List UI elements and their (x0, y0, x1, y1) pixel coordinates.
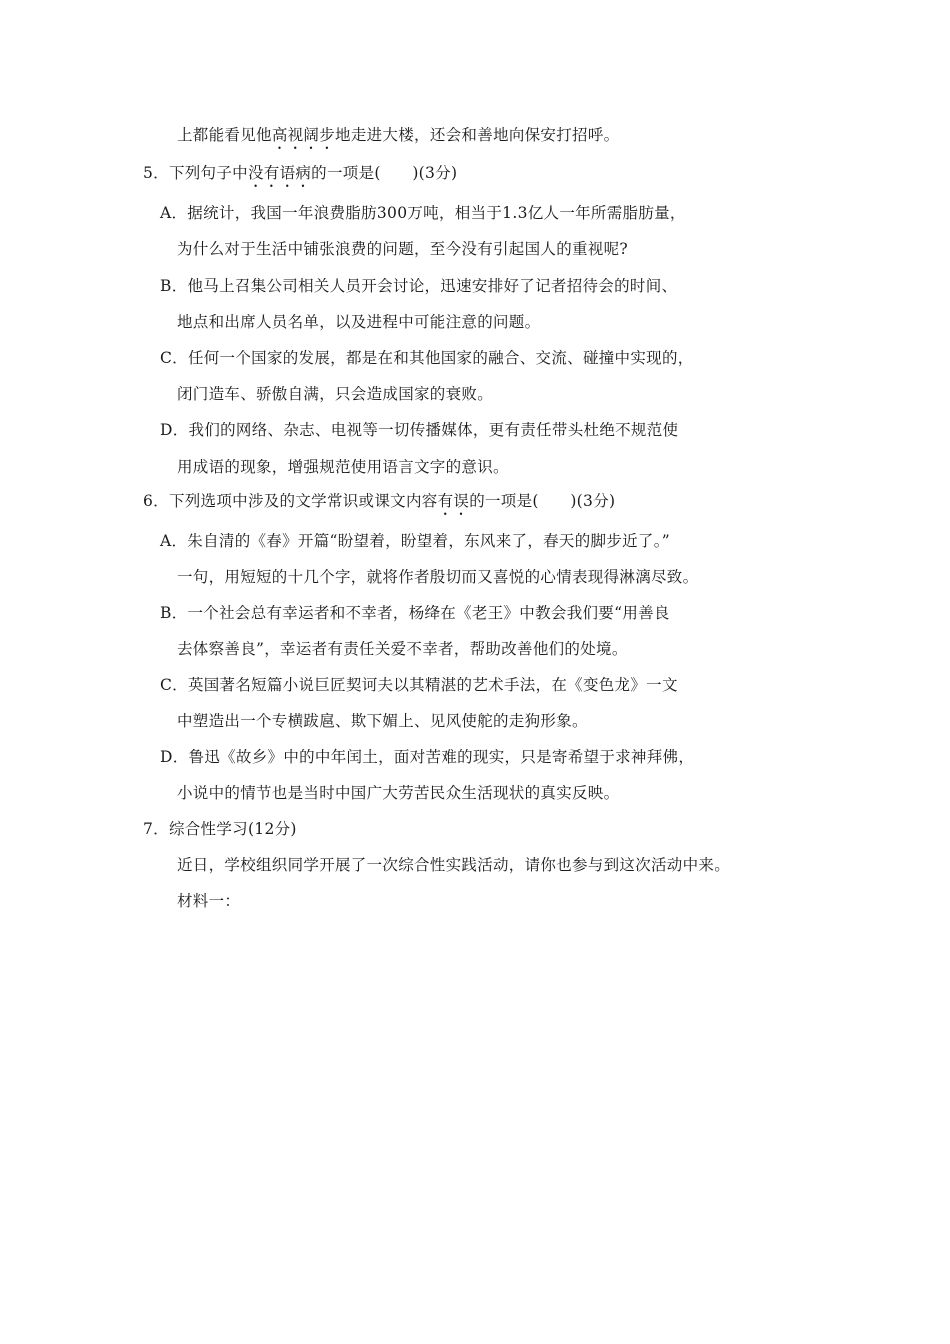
emphasized-phrase: 高视阔步 (271, 126, 336, 144)
continued-line (177, 124, 619, 153)
q5-option-d-line2: 用成语的现象，增强规范使用语言文字的意识。 (177, 458, 509, 476)
q6-option-d-line1: D．鲁迅《故乡》中的中年闰土，面对苦难的现实，只是寄希望于求神拜佛， (160, 748, 695, 766)
q6-option-b-line1: B．一个社会总有幸运者和不幸者，杨绛在《老王》中教会我们要“用善良 (160, 604, 670, 622)
material-one-label: 材料一： (177, 892, 241, 910)
continued-text-end: 地走进大楼，还会和善地向保安打招呼。 (335, 126, 620, 144)
q5-emphasis: 没有语病 (247, 164, 312, 182)
q5-stem-end: 的一项是( )(3分) (311, 164, 458, 182)
q5-option-b-line1: B．他马上召集公司相关人员开会讨论，迅速安排好了记者招待会的时间、 (160, 277, 678, 295)
question-5-stem (143, 162, 457, 191)
q6-option-a-line2: 一句，用短短的十几个字，就将作者殷切而又喜悦的心情表现得淋漓尽致。 (177, 568, 699, 586)
q6-stem-end: 的一项是( )(3分) (469, 492, 616, 510)
q6-option-c-line1: C．英国著名短篇小说巨匠契诃夫以其精湛的艺术手法，在《变色龙》一文 (160, 676, 678, 694)
q5-option-c-line1: C．任何一个国家的发展，都是在和其他国家的融合、交流、碰撞中实现的， (160, 349, 694, 367)
q5-option-a-line2: 为什么对于生活中铺张浪费的问题，至今没有引起国人的重视呢? (177, 240, 629, 258)
q6-emphasis: 有误 (437, 492, 470, 510)
q6-stem-start: 6．下列选项中涉及的文学常识或课文内容 (143, 492, 438, 510)
q6-option-c-line2: 中塑造出一个专横跋扈、欺下媚上、见风使舵的走狗形象。 (177, 712, 588, 730)
q5-option-d-line1: D．我们的网络、杂志、电视等一切传播媒体，更有责任带头杜绝不规范使 (160, 421, 679, 439)
q5-option-a-line1: A．据统计，我国一年浪费脂肪300万吨，相当于1.3亿人一年所需脂肪量， (160, 204, 686, 222)
q6-option-d-line2: 小说中的情节也是当时中国广大劳苦民众生活现状的真实反映。 (177, 784, 620, 802)
q6-option-a-line1: A．朱自清的《春》开篇“盼望着，盼望着，东风来了，春天的脚步近了。” (160, 532, 670, 550)
question-6-stem (143, 490, 615, 519)
continued-text: 上都能看见他 (177, 126, 272, 144)
question-7-intro: 近日，学校组织同学开展了一次综合性实践活动，请你也参与到这次活动中来。 (177, 856, 731, 874)
q5-stem-start: 5．下列句子中 (143, 164, 248, 182)
question-7-title: 7．综合性学习(12分) (143, 820, 297, 838)
q5-option-b-line2: 地点和出席人员名单，以及进程中可能注意的问题。 (177, 313, 541, 331)
q5-option-c-line2: 闭门造车、骄傲自满，只会造成国家的衰败。 (177, 385, 494, 403)
q6-option-b-line2: 去体察善良”，幸运者有责任关爱不幸者，帮助改善他们的处境。 (177, 640, 628, 658)
